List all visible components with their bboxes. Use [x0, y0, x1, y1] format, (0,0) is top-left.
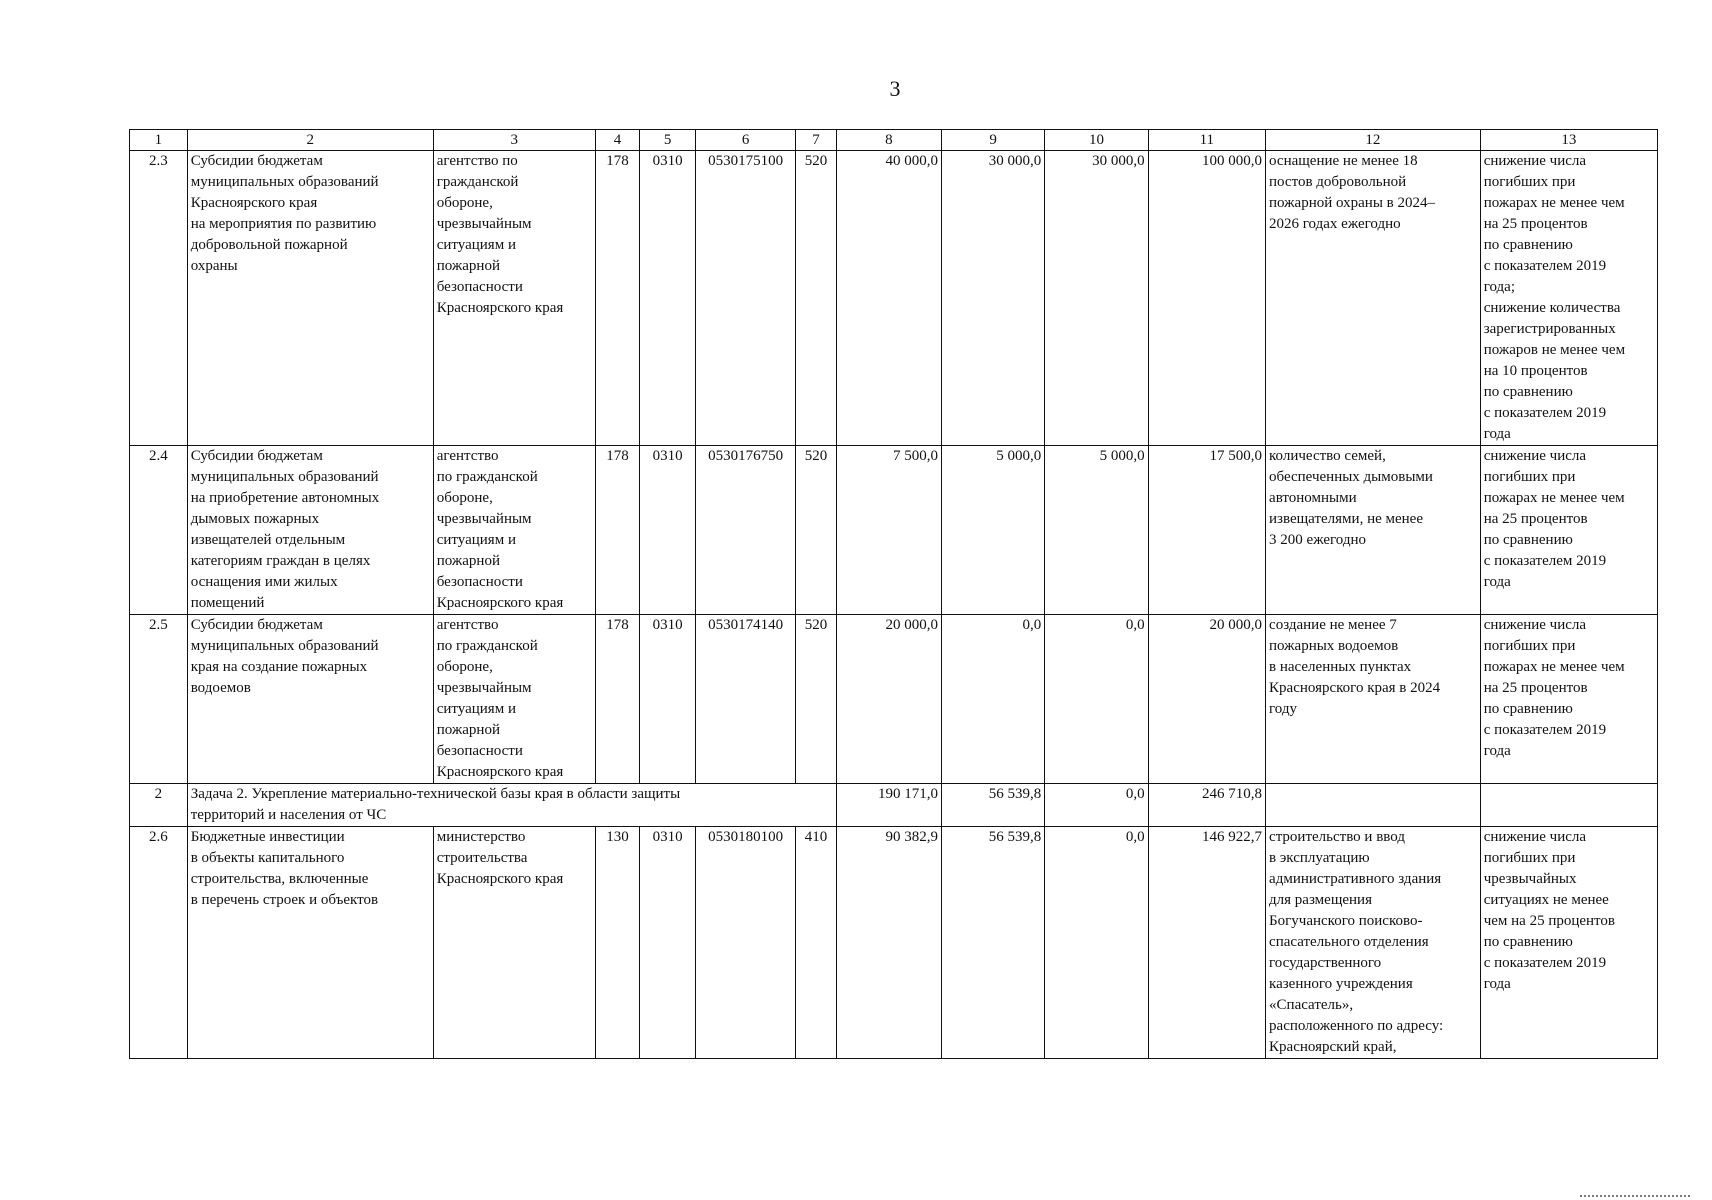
table-row — [130, 446, 1658, 615]
code-grbs: 130 — [595, 827, 640, 1059]
page-number: 3 — [889, 76, 901, 101]
code-target: 0530175100 — [695, 151, 795, 446]
task-result — [1266, 784, 1481, 827]
amount-year-2: 30 000,0 — [942, 151, 1045, 446]
row-number: 2.3 — [130, 151, 188, 446]
task-amount-total: 246 710,8 — [1148, 784, 1265, 827]
code-section: 0310 — [640, 615, 696, 784]
code-expense-type: 520 — [796, 151, 837, 446]
amount-year-3: 0,0 — [1045, 615, 1148, 784]
row-number: 2.5 — [130, 615, 188, 784]
amount-total: 20 000,0 — [1148, 615, 1265, 784]
scan-artifact-marks — [1580, 1195, 1690, 1199]
header-cell: 7 — [796, 130, 837, 151]
expected-effect: снижение числа погибших при пожарах не менее чем на 25 процентов по сравнению с показателем 2019 года — [1480, 446, 1657, 615]
code-target: 0530174140 — [695, 615, 795, 784]
executor: агентство по гражданской обороне, чрезвычайным ситуациям и пожарной безопасности Красноярского края — [433, 151, 595, 446]
header-cell: 13 — [1480, 130, 1657, 151]
code-grbs: 178 — [595, 615, 640, 784]
header-cell: 11 — [1148, 130, 1265, 151]
task-row — [130, 784, 1658, 827]
header-cell: 6 — [695, 130, 795, 151]
amount-total: 100 000,0 — [1148, 151, 1265, 446]
task-amount-year-2: 56 539,8 — [942, 784, 1045, 827]
column-number-header-row — [130, 130, 1658, 151]
code-grbs: 178 — [595, 446, 640, 615]
code-section: 0310 — [640, 151, 696, 446]
header-cell: 12 — [1266, 130, 1481, 151]
header-cell: 3 — [433, 130, 595, 151]
executor: агентство по гражданской обороне, чрезвычайным ситуациям и пожарной безопасности Красноярского края — [433, 446, 595, 615]
code-expense-type: 520 — [796, 446, 837, 615]
code-section: 0310 — [640, 827, 696, 1059]
amount-total: 17 500,0 — [1148, 446, 1265, 615]
expected-result: оснащение не менее 18 постов добровольной пожарной охраны в 2024– 2026 годах ежегодно — [1266, 151, 1481, 446]
row-number: 2.4 — [130, 446, 188, 615]
amount-year-3: 30 000,0 — [1045, 151, 1148, 446]
executor: министерство строительства Красноярского края — [433, 827, 595, 1059]
code-grbs: 178 — [595, 151, 640, 446]
amount-year-1: 40 000,0 — [836, 151, 941, 446]
header-cell: 4 — [595, 130, 640, 151]
task-effect — [1480, 784, 1657, 827]
amount-year-2: 0,0 — [942, 615, 1045, 784]
table-row — [130, 827, 1658, 1059]
amount-year-3: 5 000,0 — [1045, 446, 1148, 615]
expected-result: создание не менее 7 пожарных водоемов в населенных пунктах Красноярского края в 2024 году — [1266, 615, 1481, 784]
expected-result: строительство и ввод в эксплуатацию административного здания для размещения Богучанского поисково- спасательного отделения государственного казенного учреждения «Спасатель», расположенного по адресу: Красноярский край, — [1266, 827, 1481, 1059]
measure-name: Субсидии бюджетам муниципальных образований на приобретение автономных дымовых пожарных извещателей отдельным категориям граждан в целях оснащения ими жилых помещений — [187, 446, 433, 615]
amount-year-1: 90 382,9 — [836, 827, 941, 1059]
task-amount-year-1: 190 171,0 — [836, 784, 941, 827]
task-title: Задача 2. Укрепление материально-технической базы края в области защиты территорий и населения от ЧС — [187, 784, 836, 827]
code-target: 0530176750 — [695, 446, 795, 615]
program-measures-table — [129, 129, 1658, 1059]
table-row — [130, 615, 1658, 784]
amount-year-3: 0,0 — [1045, 827, 1148, 1059]
code-target: 0530180100 — [695, 827, 795, 1059]
task-amount-year-3: 0,0 — [1045, 784, 1148, 827]
expected-effect: снижение числа погибших при пожарах не менее чем на 25 процентов по сравнению с показателем 2019 года; снижение количества зарегистрированных пожаров не менее чем на 10 процентов по сравнению с показателем 2019 года — [1480, 151, 1657, 446]
code-expense-type: 520 — [796, 615, 837, 784]
expected-result: количество семей, обеспеченных дымовыми автономными извещателями, не менее 3 200 ежегодно — [1266, 446, 1481, 615]
header-cell: 9 — [942, 130, 1045, 151]
amount-year-1: 7 500,0 — [836, 446, 941, 615]
row-number: 2.6 — [130, 827, 188, 1059]
amount-total: 146 922,7 — [1148, 827, 1265, 1059]
code-section: 0310 — [640, 446, 696, 615]
expected-effect: снижение числа погибших при чрезвычайных ситуациях не менее чем на 25 процентов по сравнению с показателем 2019 года — [1480, 827, 1657, 1059]
measure-name: Субсидии бюджетам муниципальных образований края на создание пожарных водоемов — [187, 615, 433, 784]
header-cell: 5 — [640, 130, 696, 151]
amount-year-2: 5 000,0 — [942, 446, 1045, 615]
measure-name: Субсидии бюджетам муниципальных образований Красноярского края на мероприятия по развитию добровольной пожарной охраны — [187, 151, 433, 446]
header-cell: 1 — [130, 130, 188, 151]
task-number: 2 — [130, 784, 188, 827]
amount-year-2: 56 539,8 — [942, 827, 1045, 1059]
expected-effect: снижение числа погибших при пожарах не менее чем на 25 процентов по сравнению с показателем 2019 года — [1480, 615, 1657, 784]
header-cell: 10 — [1045, 130, 1148, 151]
executor: агентство по гражданской обороне, чрезвычайным ситуациям и пожарной безопасности Красноярского края — [433, 615, 595, 784]
code-expense-type: 410 — [796, 827, 837, 1059]
amount-year-1: 20 000,0 — [836, 615, 941, 784]
measure-name: Бюджетные инвестиции в объекты капитального строительства, включенные в перечень строек и объектов — [187, 827, 433, 1059]
table-row — [130, 151, 1658, 446]
header-cell: 8 — [836, 130, 941, 151]
header-cell: 2 — [187, 130, 433, 151]
